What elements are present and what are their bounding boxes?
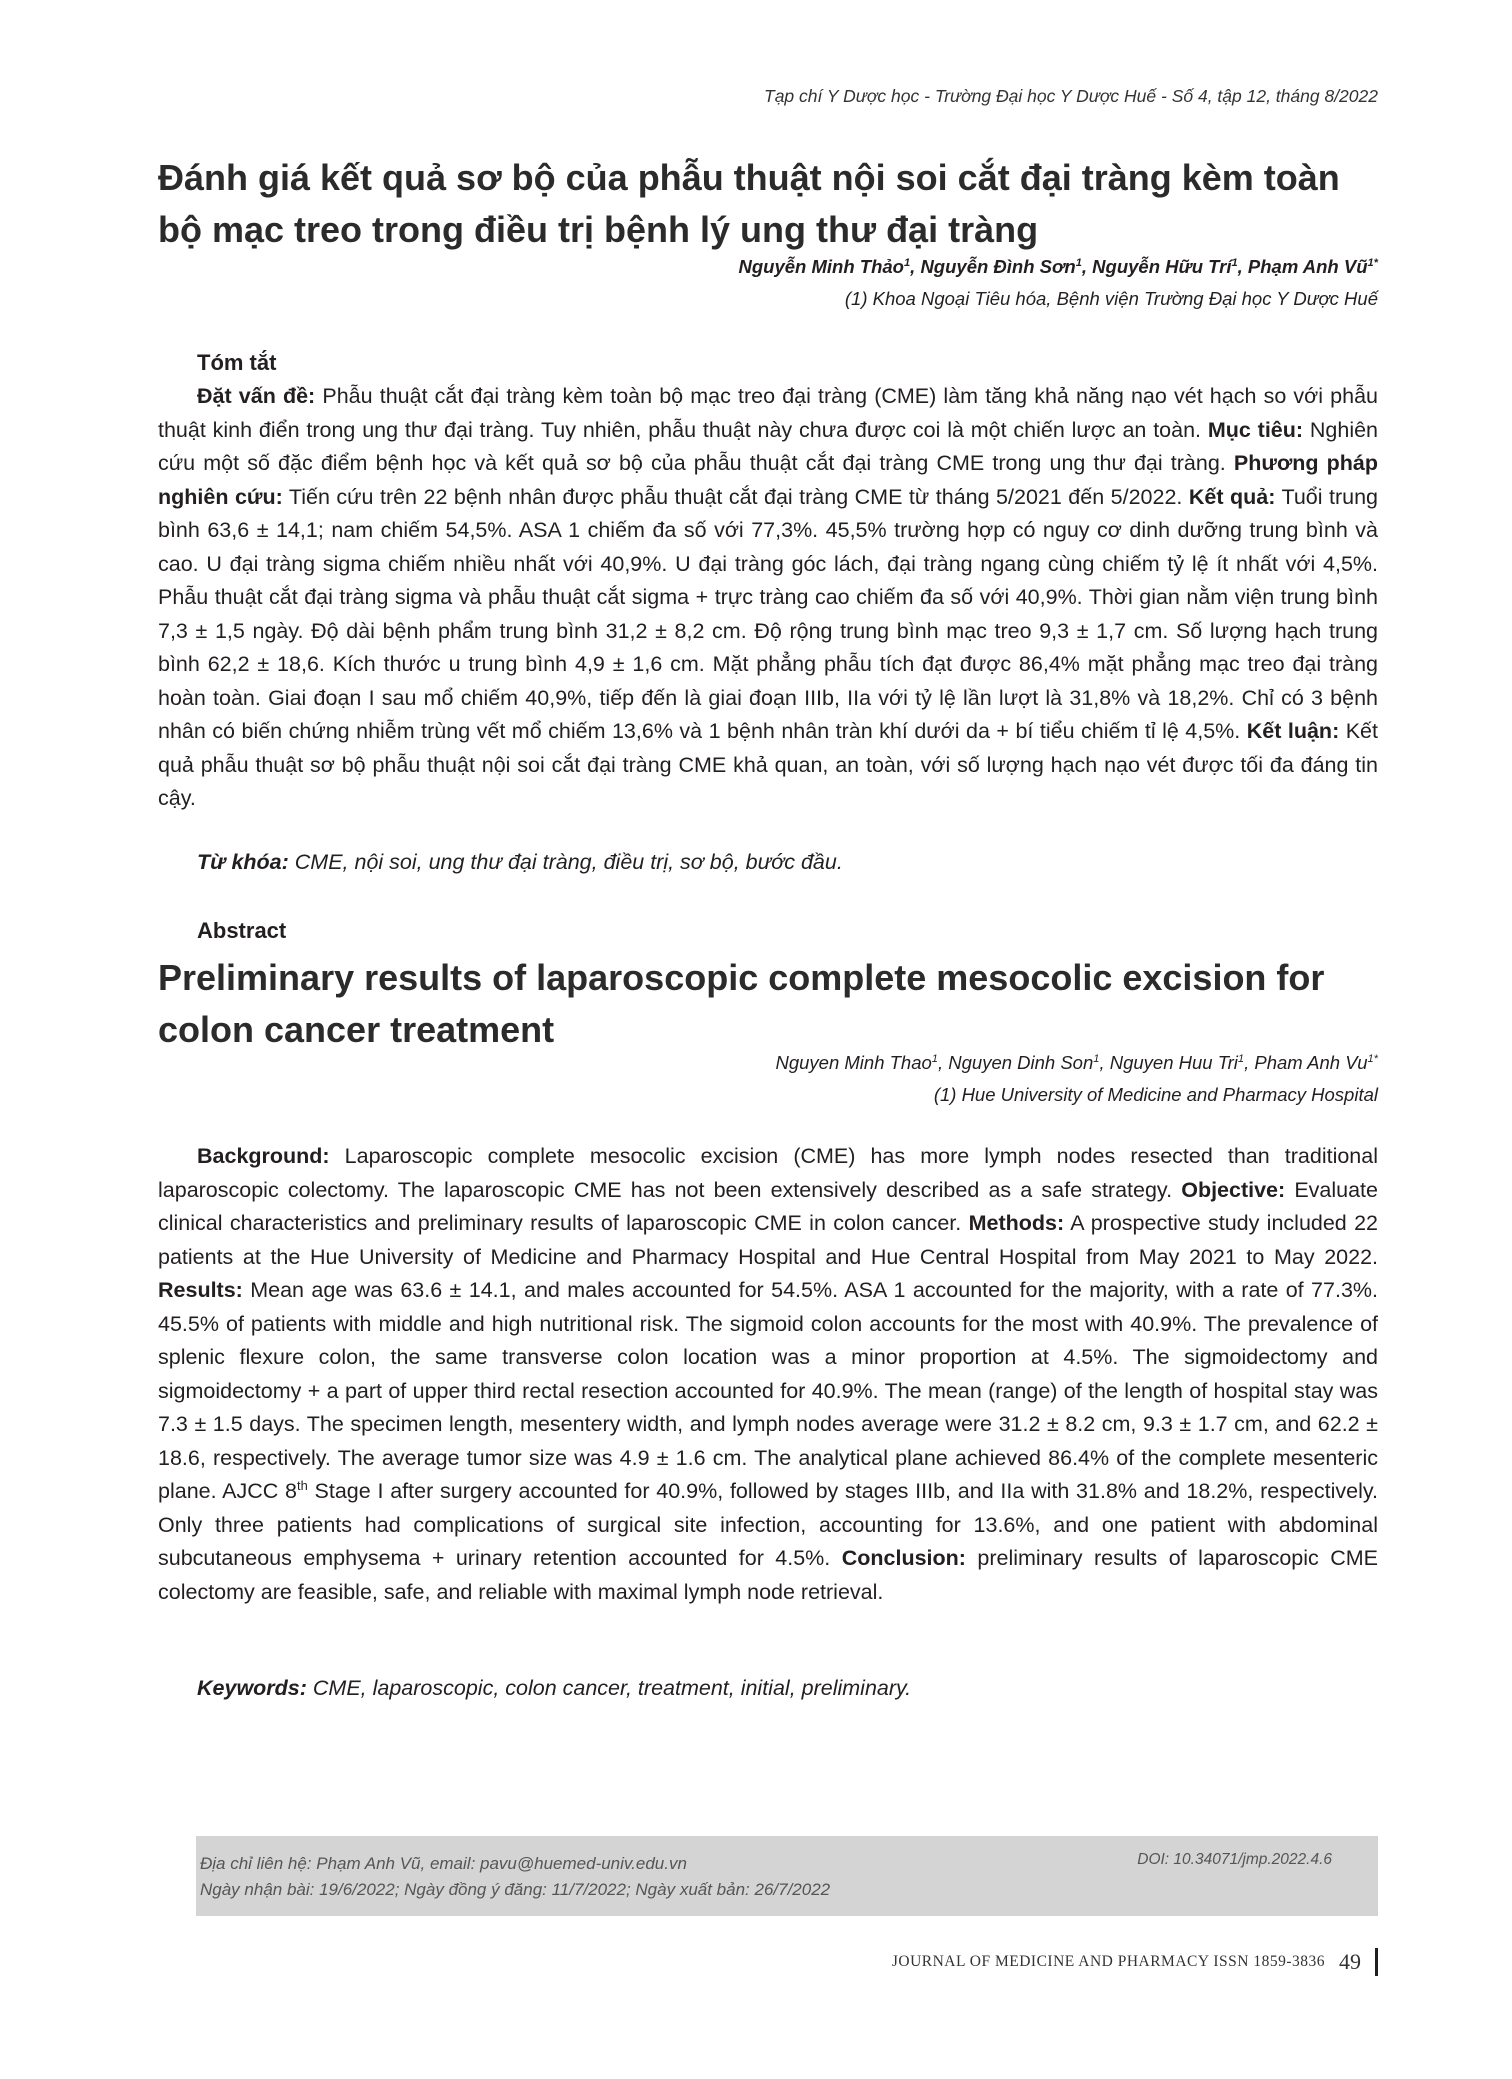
abstract-lead: Methods: xyxy=(968,1211,1065,1235)
summary-heading-vn: Tóm tắt xyxy=(197,350,277,375)
correspondence-box xyxy=(196,1836,1378,1916)
keywords-label: Keywords: xyxy=(197,1676,307,1700)
article-title-vn: Đánh giá kết quả sơ bộ của phẫu thuật nội soi cắt đại tràng kèm toàn bộ mạc treo trong điều trị bệnh lý ung thư đại tràng xyxy=(158,157,1340,250)
author-name: Nguyễn Hữu Trí xyxy=(1092,256,1232,277)
keywords-text: CME, nội soi, ung thư đại tràng, điều trị, sơ bộ, bước đầu. xyxy=(288,850,843,874)
keywords-label: Từ khóa: xyxy=(197,850,289,874)
affiliation-vn: (1) Khoa Ngoại Tiêu hóa, Bệnh viện Trường Đại học Y Dược Huế xyxy=(844,288,1378,309)
abstract-lead: Background: xyxy=(197,1144,330,1168)
author-name: Nguyen Minh Thao xyxy=(775,1052,932,1073)
author-sep: , xyxy=(910,256,921,277)
doi-label: DOI: 10.34071/jmp.2022.4.6 xyxy=(1137,1851,1332,1868)
author-name: Nguyễn Đình Sơn xyxy=(920,256,1076,277)
author-list-en xyxy=(775,1052,1378,1074)
article-title-en: Preliminary results of laparoscopic complete mesocolic excision for colon cancer treatment xyxy=(158,957,1325,1050)
author-affil-sup: 1* xyxy=(1367,256,1378,269)
page-number: 49 xyxy=(1339,1949,1361,1974)
author-affil-sup: 1 xyxy=(1231,256,1238,269)
abstract-lead: Results: xyxy=(158,1278,243,1302)
contact-line: Địa chỉ liên hệ: Phạm Anh Vũ, email: pavu@huemed-univ.edu.vn xyxy=(200,1854,687,1873)
abstract-text: preliminary results of laparoscopic CME colectomy are feasible, safe, and reliable with maximal lymph node retrieval. xyxy=(158,1546,1378,1604)
abstract-text: Kết quả phẫu thuật sơ bộ phẫu thuật nội soi cắt đại tràng CME khả quan, an toàn, với số lượng hạch nạo vét được tối đa đáng tin cậy. xyxy=(158,719,1378,810)
author-affil-sup: 1 xyxy=(931,1052,938,1065)
keywords-vn xyxy=(197,850,843,875)
abstract-text: Tuổi trung bình 63,6 ± 14,1; nam chiếm 54,5%. ASA 1 chiếm đa số với 77,3%. 45,5% trường hợp có nguy cơ dinh dưỡng trung bình và cao. U đại tràng sigma chiếm nhiều nhất với 40,9%. U đại tràng góc lách, đại tràng ngang cùng chiếm tỷ lệ ít nhất với 4,5%. Phẫu thuật cắt đại tràng sigma và phẫu thuật cắt sigma + trực tràng cao chiếm đa số với 40,9%. Thời gian nằm viện trung bình 7,3 ± 1,5 ngày. Độ dài bệnh phẩm trung bình 31,2 ± 8,2 cm. Độ rộng trung bình mạc treo 9,3 ± 1,7 cm. Số lượng hạch trung bình 62,2 ± 18,6. Kích thước u trung bình 4,9 ± 1,6 cm. Mặt phẳng phẫu tích đạt được 86,4% mặt phẳng mạc treo đại tràng hoàn toàn. Giai đoạn I sau mổ chiếm 40,9%, tiếp đến là giai đoạn IIIb, IIa với tỷ lệ lần lượt là 31,8% và 18,2%. Chỉ có 3 bệnh nhân có biến chứng nhiễm trùng vết mổ chiếm 13,6% và 1 bệnh nhân tràn khí dưới da + bí tiểu chiếm tỉ lệ 4,5%. xyxy=(158,484,1379,743)
keywords-text: CME, laparoscopic, colon cancer, treatment, initial, preliminary. xyxy=(306,1676,912,1700)
author-affil-sup: 1 xyxy=(903,256,911,269)
journal-name: JOURNAL OF MEDICINE AND PHARMACY ISSN 1859-3836 xyxy=(891,1953,1325,1970)
author-name: Nguyễn Minh Thảo xyxy=(738,256,904,277)
author-sep: , xyxy=(1099,1052,1110,1073)
ordinal-sup: th xyxy=(297,1477,308,1493)
abstract-paragraph-vn xyxy=(158,380,1378,816)
journal-header: Tạp chí Y Dược học - Trường Đại học Y Dược Huế - Số 4, tập 12, tháng 8/2022 xyxy=(764,86,1378,106)
abstract-text: A prospective study included 22 patients at the Hue University of Medicine and Pharmacy Hospital and Hue Central Hospital from May 2021 to May 2022. xyxy=(158,1211,1378,1269)
abstract-paragraph-en xyxy=(158,1140,1378,1609)
author-sep: , xyxy=(1081,256,1093,277)
abstract-lead: Objective: xyxy=(1181,1177,1286,1202)
abstract-text: Mean age was 63.6 ± 14.1, and males accounted for 54.5%. ASA 1 accounted for the majority, with a rate of 77.3%. 45.5% of patients with middle and high nutritional risk. The sigmoid colon accounts for the most with 40.9%. The prevalence of splenic flexure colon, the same transverse colon location was a minor proportion at 4.5%. The sigmoidectomy and sigmoidectomy + a part of upper third rectal resection accounted for 40.9%. The mean (range) of the length of hospital stay was 7.3 ± 1.5 days. The specimen length, mesentery width, and lymph nodes average were 31.2 ± 8.2 cm, 9.3 ± 1.7 cm, and 62.2 ± 18.6, respectively. The average tumor size was 4.9 ± 1.6 cm. The analytical plane achieved 86.4% of the complete mesenteric plane. AJCC 8 xyxy=(158,1278,1378,1503)
dates-line: Ngày nhận bài: 19/6/2022; Ngày đồng ý đăng: 11/7/2022; Ngày xuất bản: 26/7/2022 xyxy=(200,1880,831,1899)
abstract-lead: Kết quả: xyxy=(1188,484,1276,509)
author-name: Nguyen Huu Tri xyxy=(1109,1052,1238,1073)
keywords-en xyxy=(197,1676,911,1701)
author-list-vn xyxy=(739,256,1378,278)
abstract-text: Nghiên cứu một số đặc điểm bệnh học và kết quả sơ bộ của phẫu thuật cắt đại tràng CME trong ung thư đại tràng. xyxy=(158,417,1379,475)
abstract-lead: Kết luận: xyxy=(1246,719,1340,743)
page-divider xyxy=(1375,1948,1378,1976)
abstract-heading-en: Abstract xyxy=(197,918,287,943)
author-affil-sup: 1* xyxy=(1367,1052,1378,1065)
correspondence-text xyxy=(200,1851,830,1903)
abstract-text: Phẫu thuật cắt đại tràng kèm toàn bộ mạc treo đại tràng (CME) làm tăng khả năng nạo vét hạch so với phẫu thuật kinh điển trong ung thư đại tràng. Tuy nhiên, phẫu thuật này chưa được coi là một chiến lược an toàn. xyxy=(158,384,1379,442)
author-sep: , xyxy=(1237,256,1248,277)
abstract-lead: Conclusion: xyxy=(841,1546,966,1570)
abstract-lead: Đặt vấn đề: xyxy=(197,384,316,408)
author-affil-sup: 1 xyxy=(1075,256,1082,269)
page-footer xyxy=(892,1948,1378,1976)
author-name: Pham Anh Vu xyxy=(1254,1052,1368,1073)
abstract-lead: Mục tiêu: xyxy=(1207,417,1304,442)
author-affil-sup: 1 xyxy=(1237,1052,1245,1065)
author-sep: , xyxy=(937,1052,949,1073)
abstract-text: Tiến cứu trên 22 bệnh nhân được phẫu thuật cắt đại tràng CME từ tháng 5/2021 đến 5/2022. xyxy=(282,484,1189,509)
abstract-text: Laparoscopic complete mesocolic excision (CME) has more lymph nodes resected than traditional laparoscopic colectomy. The laparoscopic CME has not been extensively described as a safe strategy. xyxy=(158,1144,1378,1202)
author-sep: , xyxy=(1244,1052,1255,1073)
abstract-lead: Phương pháp nghiên cứu: xyxy=(158,451,1378,509)
abstract-text: Evaluate clinical characteristics and preliminary results of laparoscopic CME in colon cancer. xyxy=(158,1177,1378,1235)
author-name: Phạm Anh Vũ xyxy=(1247,256,1368,277)
author-name: Nguyen Dinh Son xyxy=(948,1052,1094,1073)
author-affil-sup: 1 xyxy=(1093,1052,1100,1065)
abstract-text: Stage I after surgery accounted for 40.9%, followed by stages IIIb, and IIa with 31.8% and 18.2%, respectively. Only three patients had complications of surgical site infection, accounting for 13.6%, and one patient with abdominal subcutaneous emphysema + urinary retention accounted for 4.5%. xyxy=(158,1479,1378,1570)
affiliation-en: (1) Hue University of Medicine and Pharmacy Hospital xyxy=(933,1084,1378,1105)
